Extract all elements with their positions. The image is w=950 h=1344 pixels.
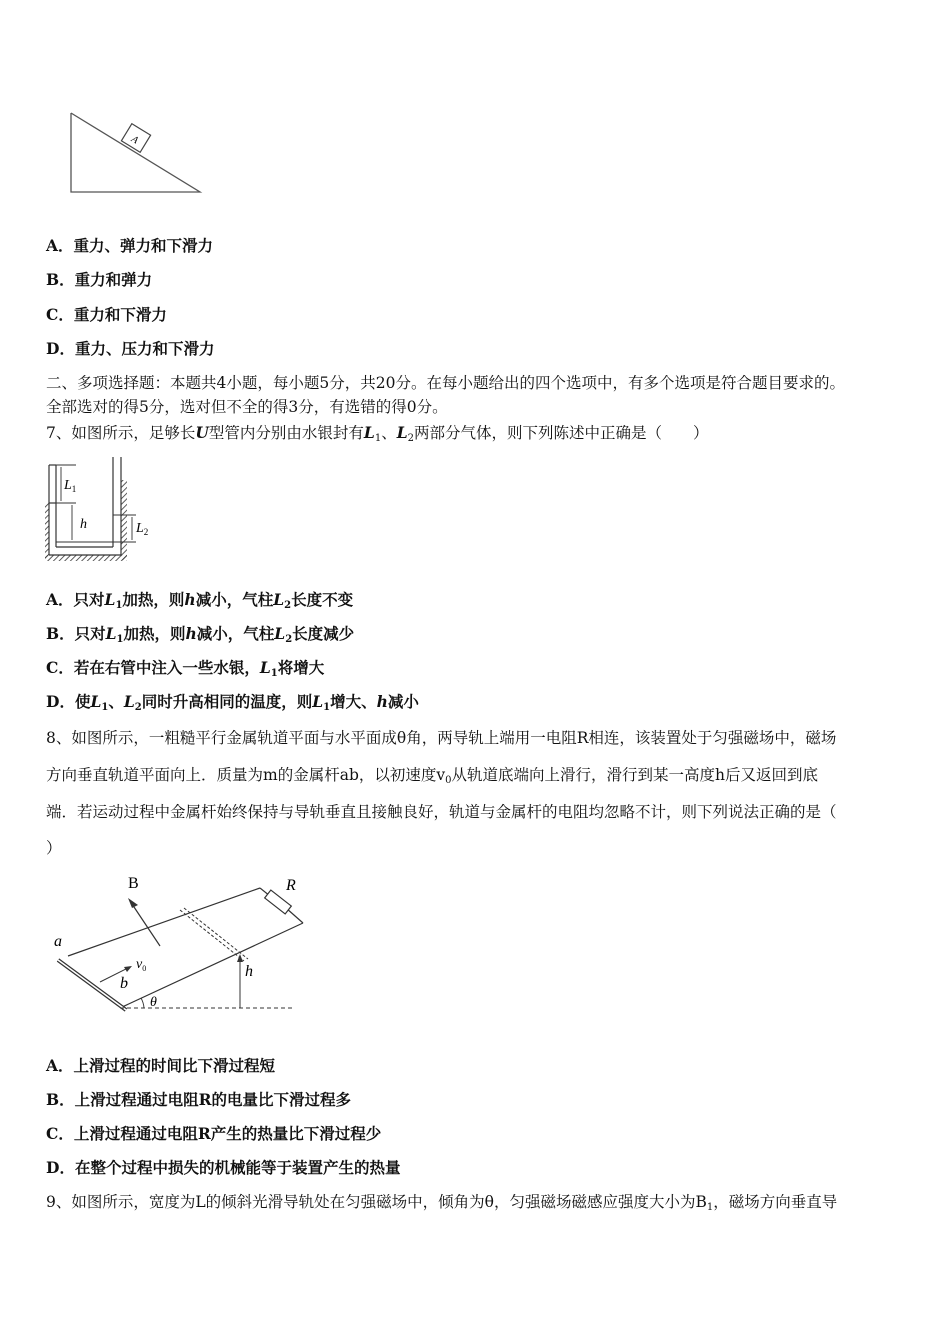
rails-figure bbox=[48, 868, 308, 1018]
h-label: h bbox=[245, 963, 253, 980]
h-label: h bbox=[80, 517, 87, 532]
q8-option-d: D．在整个过程中损失的机械能等于装置产生的热量 bbox=[46, 1158, 401, 1177]
q7-option-c: C．若在右管中注入一些水银，$L_1$将增大 bbox=[46, 658, 325, 679]
block-label: A bbox=[129, 133, 141, 147]
q8-line1: 8、如图所示，一粗糙平行金属轨道平面与水平面成θ角，两导轨上端用一电阻R相连，该装置处于匀强磁场中，磁场 bbox=[46, 729, 837, 747]
r-label: R bbox=[286, 877, 296, 894]
q7-option-d: D．使$L_1$、$L_2$同时升高相同的温度，则$L_1$增大、h减小 bbox=[46, 692, 419, 713]
a-label: a bbox=[54, 933, 62, 950]
q6-option-c: C．重力和下滑力 bbox=[46, 305, 167, 324]
q9-line1: 9、如图所示，宽度为L的倾斜光滑导轨处在匀强磁场中，倾角为θ，匀强磁场磁感应强度大小为$B_1$，磁场方向垂直导 bbox=[46, 1193, 838, 1213]
l1-label: $L_1$ bbox=[64, 478, 77, 494]
q8-line3: 端．若运动过程中金属杆始终保持与导轨垂直且接触良好，轨道与金属杆的电阻均忽略不计，则下列说法正确的是（ bbox=[46, 803, 837, 821]
q6-option-b: B．重力和弹力 bbox=[46, 270, 153, 289]
q8-option-b: B．上滑过程通过电阻R的电量比下滑过程多 bbox=[46, 1090, 351, 1109]
rail-bottom bbox=[120, 923, 303, 1008]
q8-option-c: C．上滑过程通过电阻R产生的热量比下滑过程少 bbox=[46, 1124, 382, 1143]
section2-line2: 全部选对的得5分，选对但不全的得3分，有选错的得0分。 bbox=[46, 398, 448, 416]
theta-label: θ bbox=[150, 995, 157, 1010]
u-tube-figure bbox=[40, 455, 165, 570]
b-label: b bbox=[120, 975, 128, 992]
q8-option-a: A．上滑过程的时间比下滑过程短 bbox=[46, 1056, 276, 1075]
block bbox=[121, 124, 150, 153]
section2-line1: 二、多项选择题：本题共4小题，每小题5分，共20分。在每小题给出的四个选项中，有多个选项是符合题目要求的。 bbox=[46, 374, 845, 392]
q8-line2: 方向垂直轨道平面向上．质量为m的金属杆ab，以初速度$v_0$从轨道底端向上滑行，滑行到某一高度h后又返回到底 bbox=[46, 766, 818, 786]
q7-option-a: A．只对$L_1$加热，则h减小，气柱$L_2$长度不变 bbox=[46, 590, 354, 611]
b-field-label: B bbox=[128, 875, 139, 892]
v0-label: $v_0$ bbox=[136, 957, 147, 973]
q6-option-d: D．重力、压力和下滑力 bbox=[46, 339, 215, 358]
q8-line4: ） bbox=[46, 839, 62, 857]
q6-option-a: A．重力、弹力和下滑力 bbox=[46, 236, 214, 255]
q7-stem: 7、如图所示，足够长U型管内分别由水银封有$L_1$、$L_2$两部分气体，则下列陈述中正确是（ ） bbox=[46, 423, 709, 444]
incline-triangle bbox=[71, 113, 200, 192]
bottom-wall-hatch bbox=[45, 555, 127, 561]
dashed-rod bbox=[180, 910, 244, 961]
incline-figure bbox=[60, 105, 210, 200]
right-wall-hatch bbox=[121, 480, 127, 560]
l2-label: $L_2$ bbox=[136, 521, 149, 537]
q7-option-b: B．只对$L_1$加热，则h减小，气柱$L_2$长度减少 bbox=[46, 624, 355, 645]
